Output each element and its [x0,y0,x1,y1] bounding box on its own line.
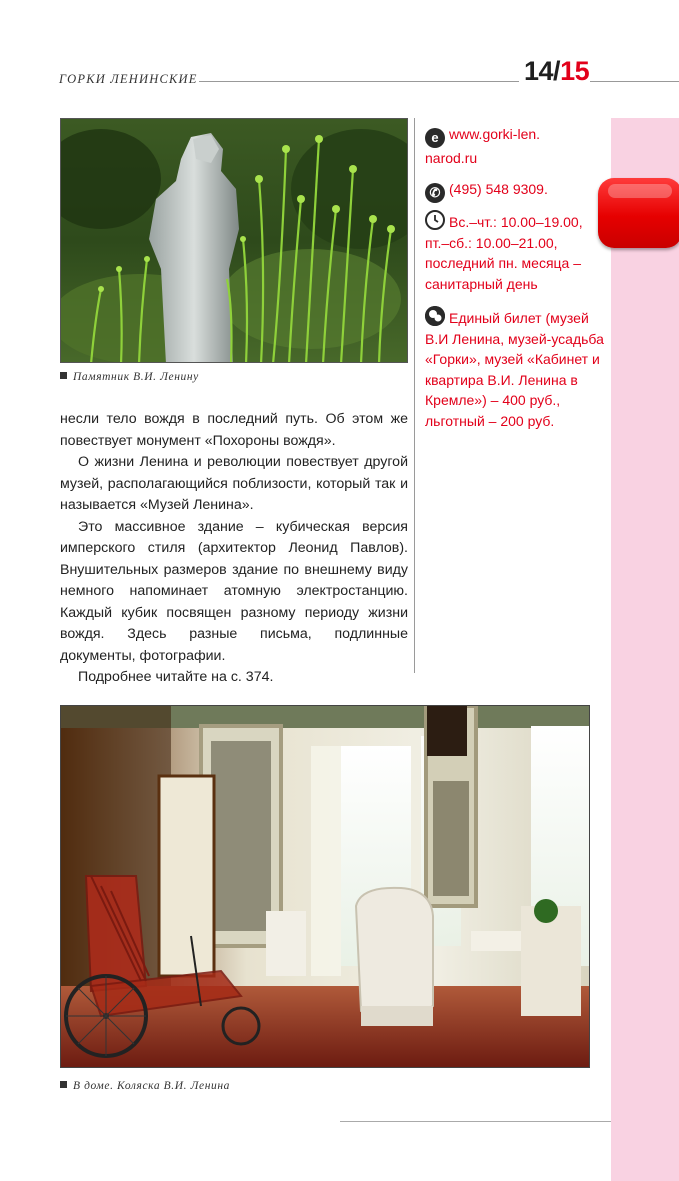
info-phone [425,179,610,203]
caption-text: Памятник В.И. Ленину [73,371,199,383]
photo-caption-monument [60,371,199,383]
tickets-text: Единый билет (музей В.И Ленина, музей-усадьба «Горки», музей «Кабинет и квартира В.И. Ленина в Кремле») – 400 руб., льготный – 200 руб. [425,310,604,429]
photo-caption-room [60,1080,230,1092]
paragraph: О жизни Ленина и революции повествует другой музей, располагающийся поблизости, который так и называется «Музей Ленина». [60,454,408,513]
caption-bullet [60,372,67,379]
header-rule-right [590,81,679,82]
phone-icon: ✆ [425,183,445,203]
ticket-coins-icon [425,306,445,326]
info-website [425,124,610,169]
monument-photo [60,118,408,363]
caption-bullet [60,1081,67,1088]
section-tab [598,178,679,248]
column-divider [414,118,415,673]
website-text: www.gorki-len. narod.ru [425,126,541,166]
phone-text: (495) 548 9309. [449,181,548,197]
page-number-left: 14 [524,56,554,86]
clock-icon [425,210,445,230]
footer-rule [340,1121,611,1122]
margin-band [611,118,679,1181]
running-head: ГОРКИ ЛЕНИНСКИЕ [59,72,198,86]
info-hours [425,210,610,294]
info-tickets [425,306,610,431]
hours-text: Вс.–чт.: 10.00–19.00, пт.–сб.: 10.00–21.00, последний пн. месяца – санитарный день [425,214,583,292]
web-e-icon: e [425,128,445,148]
article-text [60,409,408,689]
paragraph: несли тело вождя в последний путь. Об этом же повествует монумент «Похороны вождя». [60,411,408,449]
page-numbers [524,56,589,87]
header-rule [199,81,519,82]
paragraph: Это массивное здание – кубическая версия имперского стиля (архитектор Леонид Павлов). Внушительных размеров здание по внешнему виду немного напоминает атомную электростанцию. Каждый кубик посвящен разному периоду жизни вождя. Здесь разные письма, подлинные документы, фотографии. [60,518,408,664]
paragraph: Подробнее читайте на с. 374. [78,669,274,685]
caption-text: В доме. Коляска В.И. Ленина [73,1080,231,1092]
room-wheelchair-photo [60,705,590,1068]
page-number-right: 15 [560,56,590,86]
page-number-separator: / [553,56,561,86]
